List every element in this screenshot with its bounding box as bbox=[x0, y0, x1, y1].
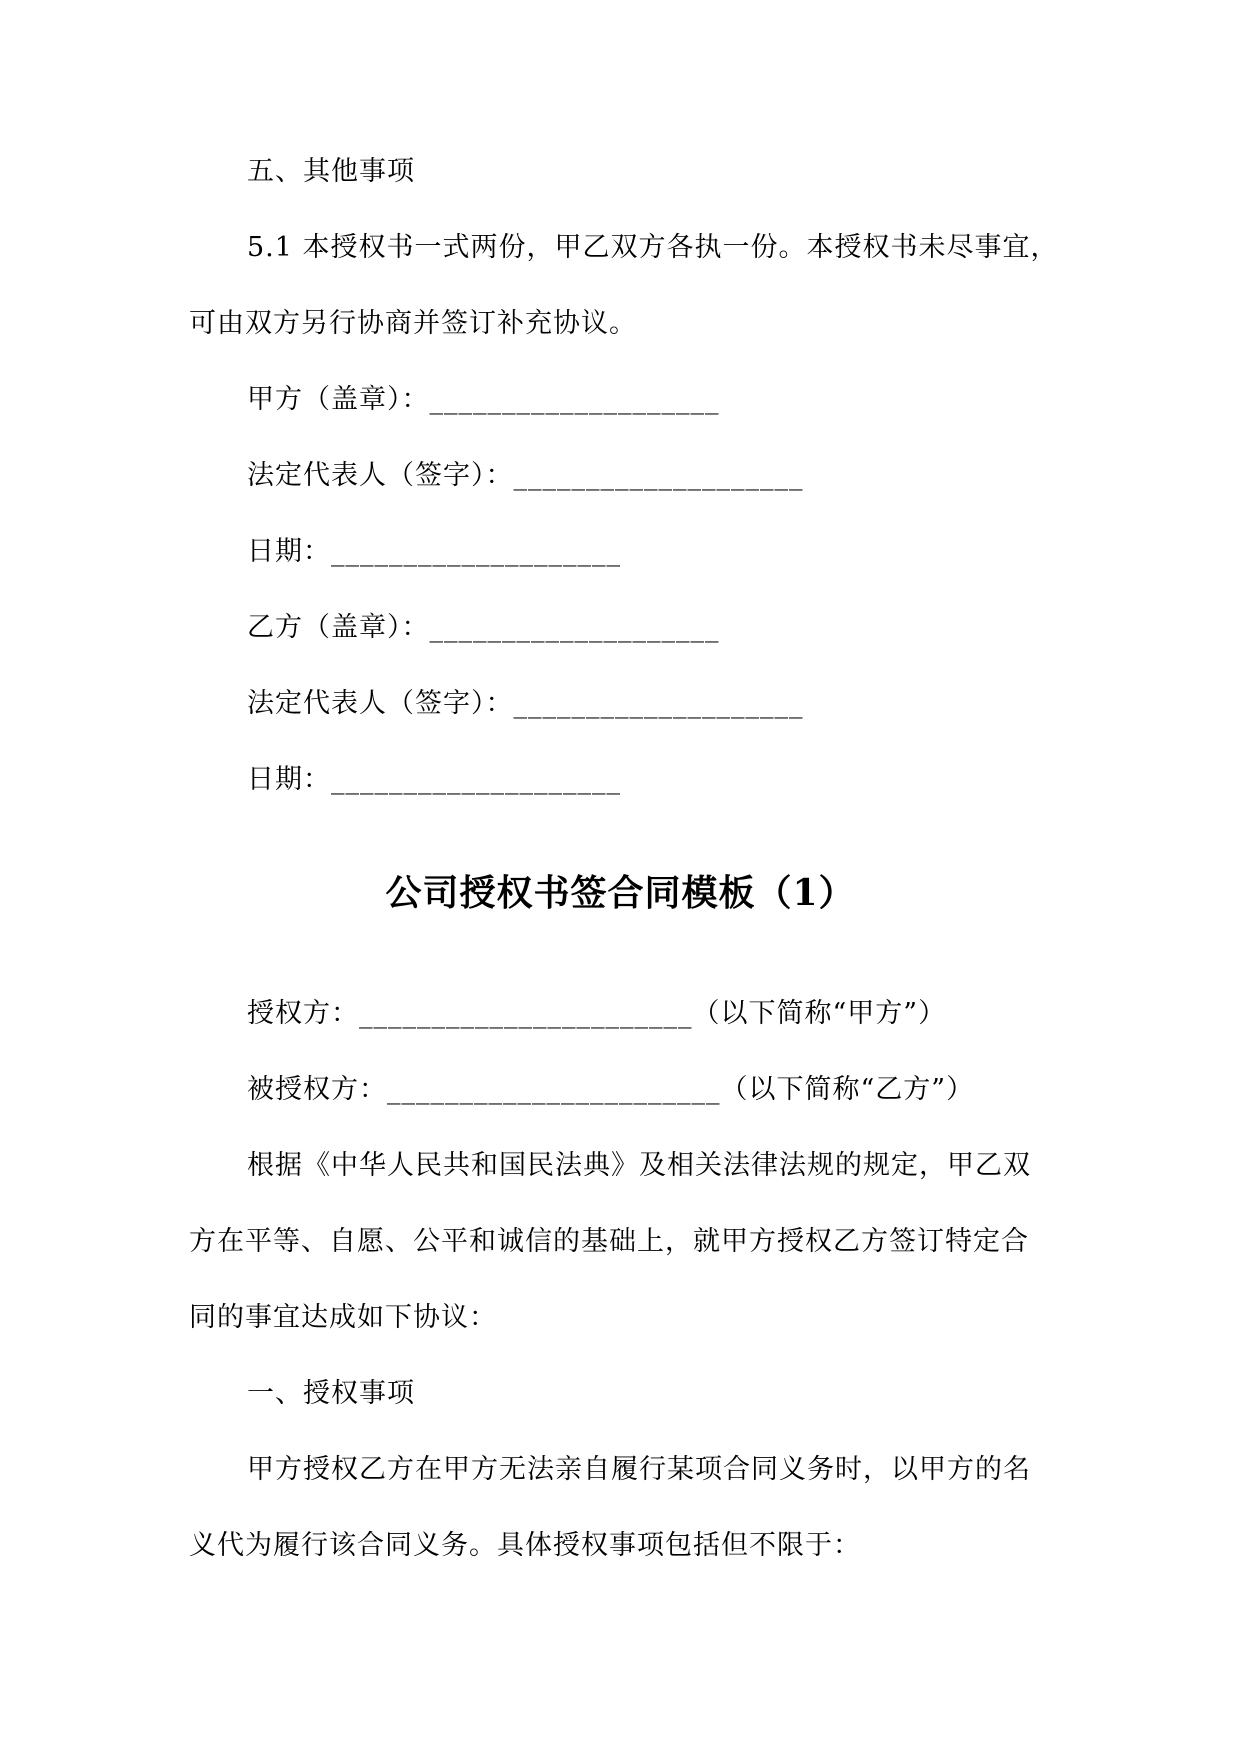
party-a-seal-line: 甲方（盖章）：____________________ bbox=[247, 384, 720, 415]
clause-5-1-line-2: 可由双方另行协商并签订补充协议。 bbox=[189, 308, 637, 339]
grantee-line: 被授权方：_______________________（以下简称“乙方”） bbox=[247, 1074, 975, 1105]
section-5-heading: 五、其他事项 bbox=[247, 156, 415, 187]
party-a-rep-signature-line: 法定代表人（签字）：____________________ bbox=[247, 460, 804, 491]
preamble-line-2: 方在平等、自愿、公平和诚信的基础上，就甲方授权乙方签订特定合 bbox=[189, 1226, 1029, 1257]
preamble-line-3: 同的事宜达成如下协议： bbox=[189, 1302, 497, 1333]
party-b-date-line: 日期：____________________ bbox=[247, 764, 621, 795]
party-a-date-line: 日期：____________________ bbox=[247, 536, 621, 567]
preamble-line-1: 根据《中华人民共和国民法典》及相关法律法规的规定，甲乙双 bbox=[247, 1150, 1031, 1181]
grantor-line: 授权方：_______________________（以下简称“甲方”） bbox=[247, 998, 947, 1029]
section-1-heading: 一、授权事项 bbox=[247, 1378, 415, 1409]
party-b-rep-signature-line: 法定代表人（签字）：____________________ bbox=[247, 688, 804, 719]
clause-5-1-line-1: 5.1 本授权书一式两份，甲乙双方各执一份。本授权书未尽事宜， bbox=[247, 232, 1059, 263]
section-1-line-2: 义代为履行该合同义务。具体授权事项包括但不限于： bbox=[189, 1530, 861, 1561]
contract-title: 公司授权书签合同模板（1） bbox=[385, 872, 856, 914]
section-1-line-1: 甲方授权乙方在甲方无法亲自履行某项合同义务时，以甲方的名 bbox=[247, 1454, 1031, 1485]
party-b-seal-line: 乙方（盖章）：____________________ bbox=[247, 612, 720, 643]
